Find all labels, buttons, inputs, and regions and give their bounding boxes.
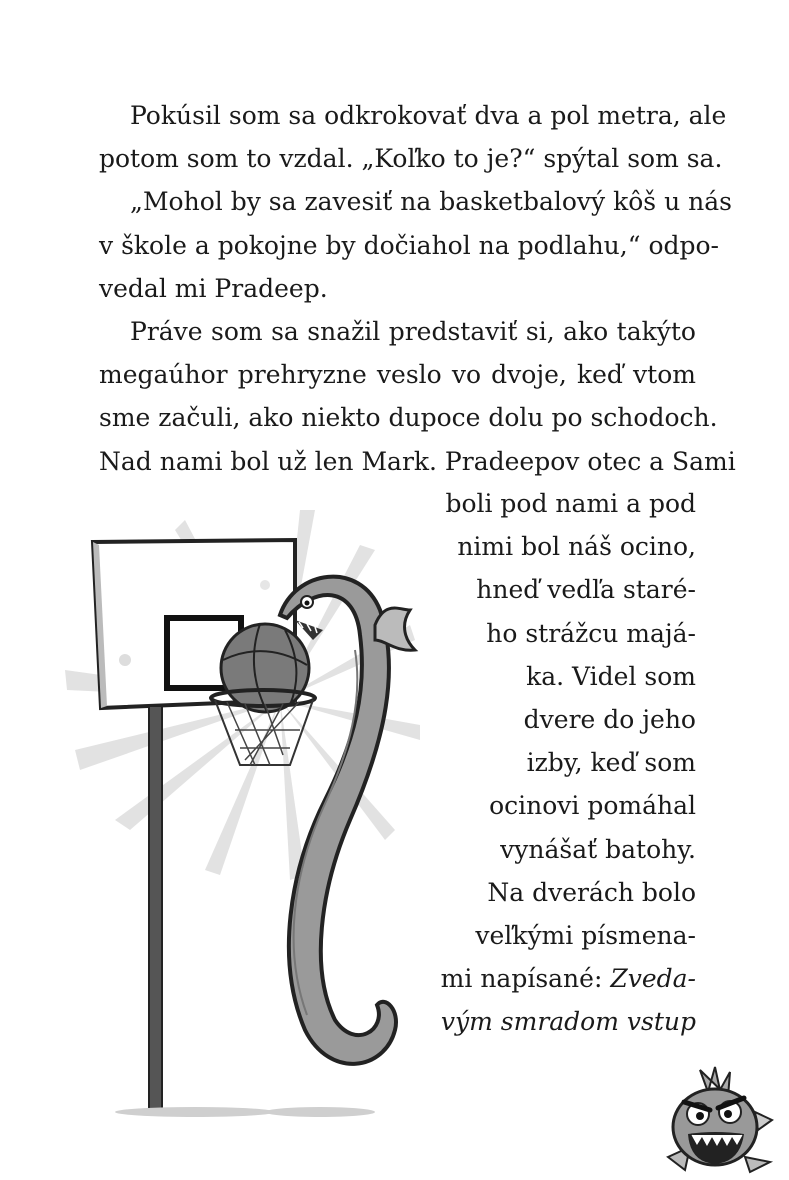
- text-line: izby, keď som: [526, 748, 696, 778]
- wrapped-text-column: [396, 482, 696, 1043]
- text-line: ocinovi pomáhal: [489, 791, 696, 821]
- text-line: megaúhor prehryzne veslo vo dvoje, keď vtom: [99, 360, 696, 390]
- text-line: Nad nami bol už len Mark. Pradeepov otec a Sami: [99, 446, 736, 476]
- basketball: [221, 624, 309, 712]
- text-line: ka. Videl som: [526, 661, 696, 691]
- text-span: mi napísané:: [440, 964, 603, 994]
- text-line: Pokúsil som sa odkrokovať dva a pol metra, ale: [130, 101, 727, 130]
- text-line: nimi bol náš ocino,: [457, 532, 696, 562]
- text-line: [396, 957, 696, 1000]
- italic-sign-text: Zveda-: [610, 964, 696, 994]
- eel-basketball-illustration: [55, 490, 425, 1120]
- text-line: „Mohol by sa zavesiť na basketbalový kôš u nás: [130, 187, 732, 217]
- text-line: potom som to vzdal. „Koľko to je?“ spýtal som sa.: [99, 144, 723, 174]
- text-line: Práve som sa snažil predstaviť si, ako takýto: [130, 316, 696, 346]
- text-line: v škole a pokojne by dočiahol na podlahu,“ odpo-: [99, 230, 720, 260]
- text-line: vynášať batohy.: [500, 834, 696, 864]
- body-text: [99, 94, 736, 483]
- pole: [149, 706, 162, 1110]
- text-line: hneď vedľa staré-: [476, 575, 696, 605]
- italic-sign-text: vým smradom vstup: [440, 1007, 696, 1037]
- text-line: boli pod nami a pod: [445, 489, 696, 518]
- text-line: vedal mi Pradeep.: [99, 273, 328, 303]
- text-line: Na dverách bolo: [487, 877, 696, 907]
- text-line: dvere do jeho: [523, 704, 696, 734]
- text-line: ho strážcu majá-: [486, 618, 696, 648]
- text-line: sme začuli, ako niekto dupoce dolu po schodoch.: [99, 403, 718, 433]
- text-line: veľkými písmena-: [475, 920, 696, 950]
- fish-mascot-icon: [660, 1062, 775, 1177]
